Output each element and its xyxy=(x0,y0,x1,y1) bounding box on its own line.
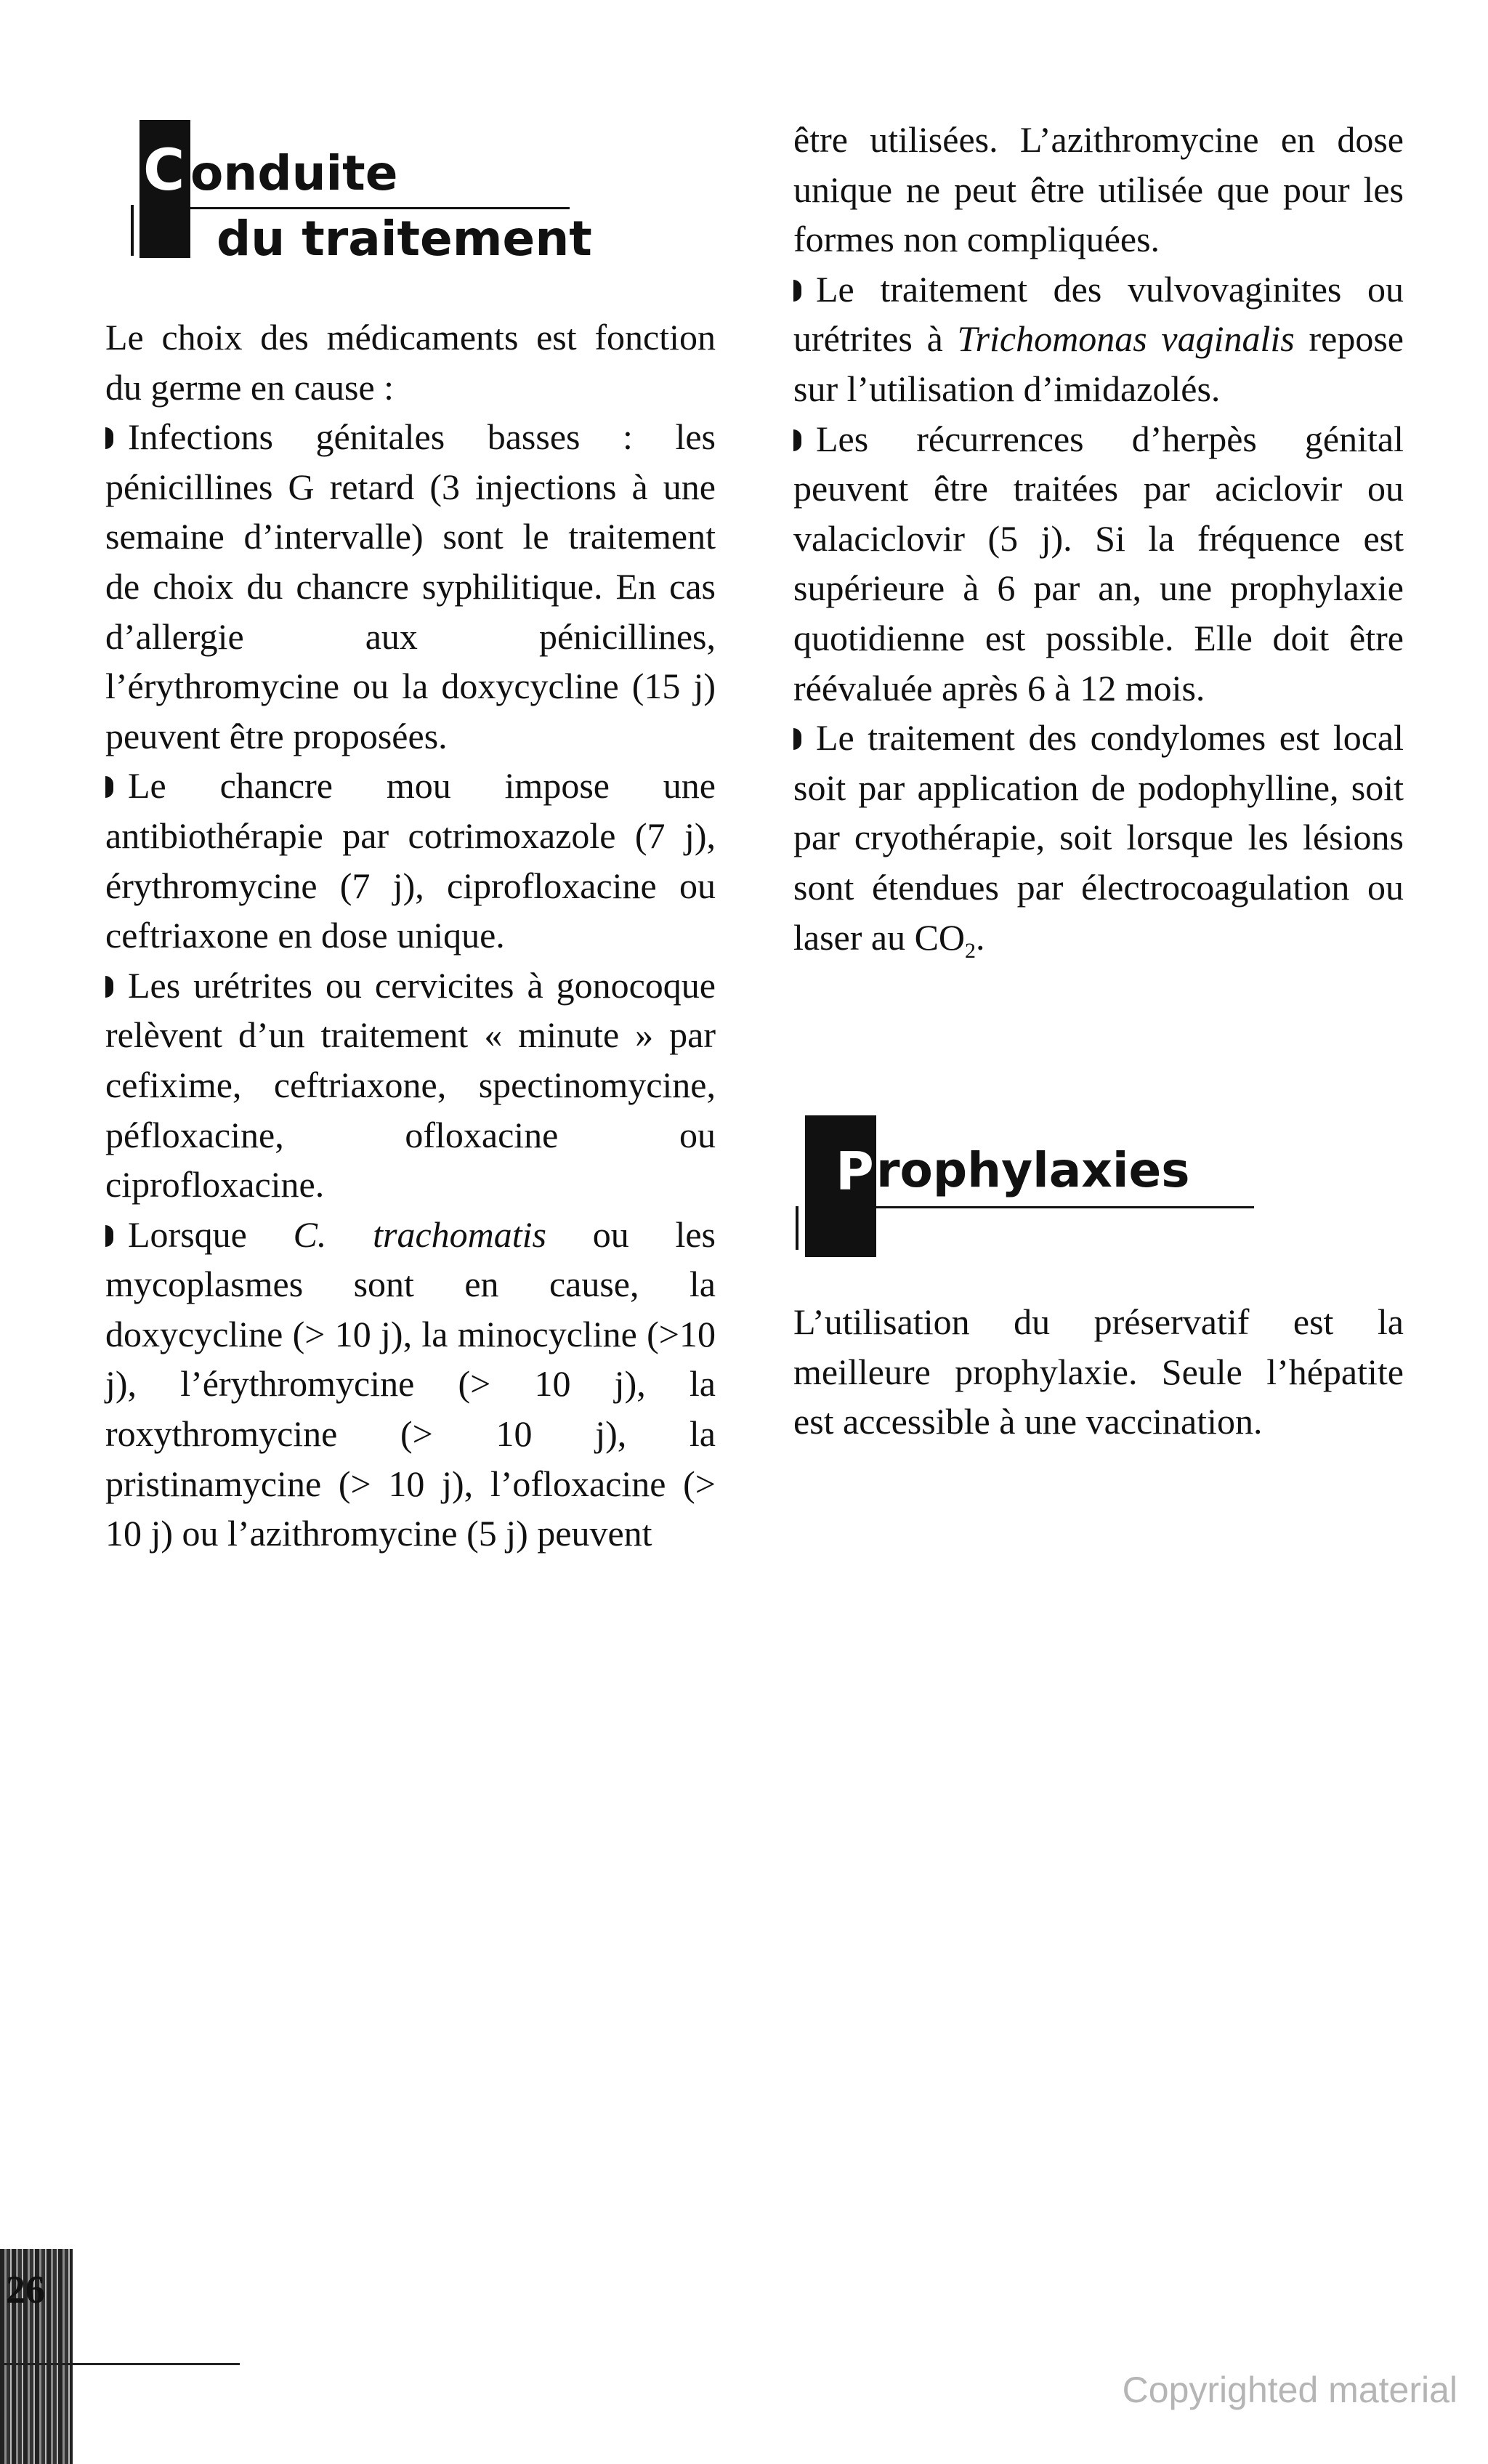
bullet-condylomes: Le traitement des condylomes est local soit par application de podophylline, soit par cryothérapie, soit lorsque les lésions sont étendues par électrocoagulation ou laser au $CO_2$. xyxy=(793,717,1404,963)
continuation-paragraph: être utilisées. L’azithromycine en dose unique ne peut être utilisée que pour les formes non compliquées. xyxy=(793,119,1404,260)
drop-cap-letter: C xyxy=(143,138,185,203)
bullet-icon xyxy=(105,776,113,798)
bullet-trichomonas: Le traitement des vulvovaginites ou urétrites à Trichomonas vaginalis repose sur l’utilisation d’imidazolés. xyxy=(793,268,1404,409)
bullet-uretrites: Les urétrites ou cervicites à gonocoque relèvent d’un traitement « minute » par cefixime, ceftriaxone, spectinomycine, péfloxacine, ofloxacine ou ciprofloxacine. xyxy=(105,964,716,1205)
bullet-infections: Infections génitales basses : les pénicillines G retard (3 injections à une semaine d’intervalle) sont le traitement de choix du chancre syphilitique. En cas d’allergie aux pénicillines, l’érythromycine ou la doxycycline (15 j) peuvent être proposées. xyxy=(105,416,716,756)
bullet-icon xyxy=(793,280,801,302)
bullet-icon xyxy=(793,728,801,750)
bullet-chancre-mou: Le chancre mou impose une antibiothérapie par cotrimoxazole (7 j), érythromycine (7 j), ciprofloxacine ou ceftriaxone en dose unique. xyxy=(105,765,716,956)
bullet-icon xyxy=(105,976,113,998)
heading-rule xyxy=(876,1206,1254,1208)
bullet-trachomatis: Lorsque C. trachomatis ou les mycoplasmes sont en cause, la doxycycline (> 10 j), la minocycline (>10 j), l’érythromycine (> 10 j), la roxythromycine (> 10 j), la pristinamycine (> 10 j), l’ofloxacine (> 10 j) ou l’azithromycine (5 j) peuvent xyxy=(105,1213,716,1554)
bullet-icon xyxy=(105,427,113,449)
drop-cap-letter: P xyxy=(836,1141,874,1202)
prophylaxie-paragraph: L’utilisation du préservatif est la meilleure prophylaxie. Seule l’hépatite est accessible à une vaccination. xyxy=(793,1301,1404,1442)
bullet-icon xyxy=(105,1225,113,1247)
heading-tick xyxy=(796,1206,798,1250)
heading-line1: onduite xyxy=(190,145,398,201)
heading-rule xyxy=(190,207,570,209)
heading-line2: du traitement xyxy=(217,211,592,267)
left-column xyxy=(105,312,716,1559)
bullet-icon xyxy=(793,429,801,451)
prophylaxie-paragraph-block xyxy=(793,1297,1404,1447)
bullet-herpes: Les récurrences d’herpès génital peuvent être traitées par aciclovir ou valaciclovir (5 j). Si la fréquence est supérieure à 6 par an, une prophylaxie quotidienne est possible. Elle doit être réévaluée après 6 à 12 mois. xyxy=(793,418,1404,708)
intro-paragraph: Le choix des médicaments est fonction du germe en cause : xyxy=(105,317,716,408)
heading-tick xyxy=(131,205,134,256)
page-number: 26 xyxy=(6,2268,45,2311)
copyright-notice: Copyrighted material xyxy=(1122,2370,1457,2410)
footer-rule xyxy=(0,2363,240,2365)
right-column xyxy=(793,115,1404,962)
heading-line1: rophylaxies xyxy=(876,1142,1190,1198)
